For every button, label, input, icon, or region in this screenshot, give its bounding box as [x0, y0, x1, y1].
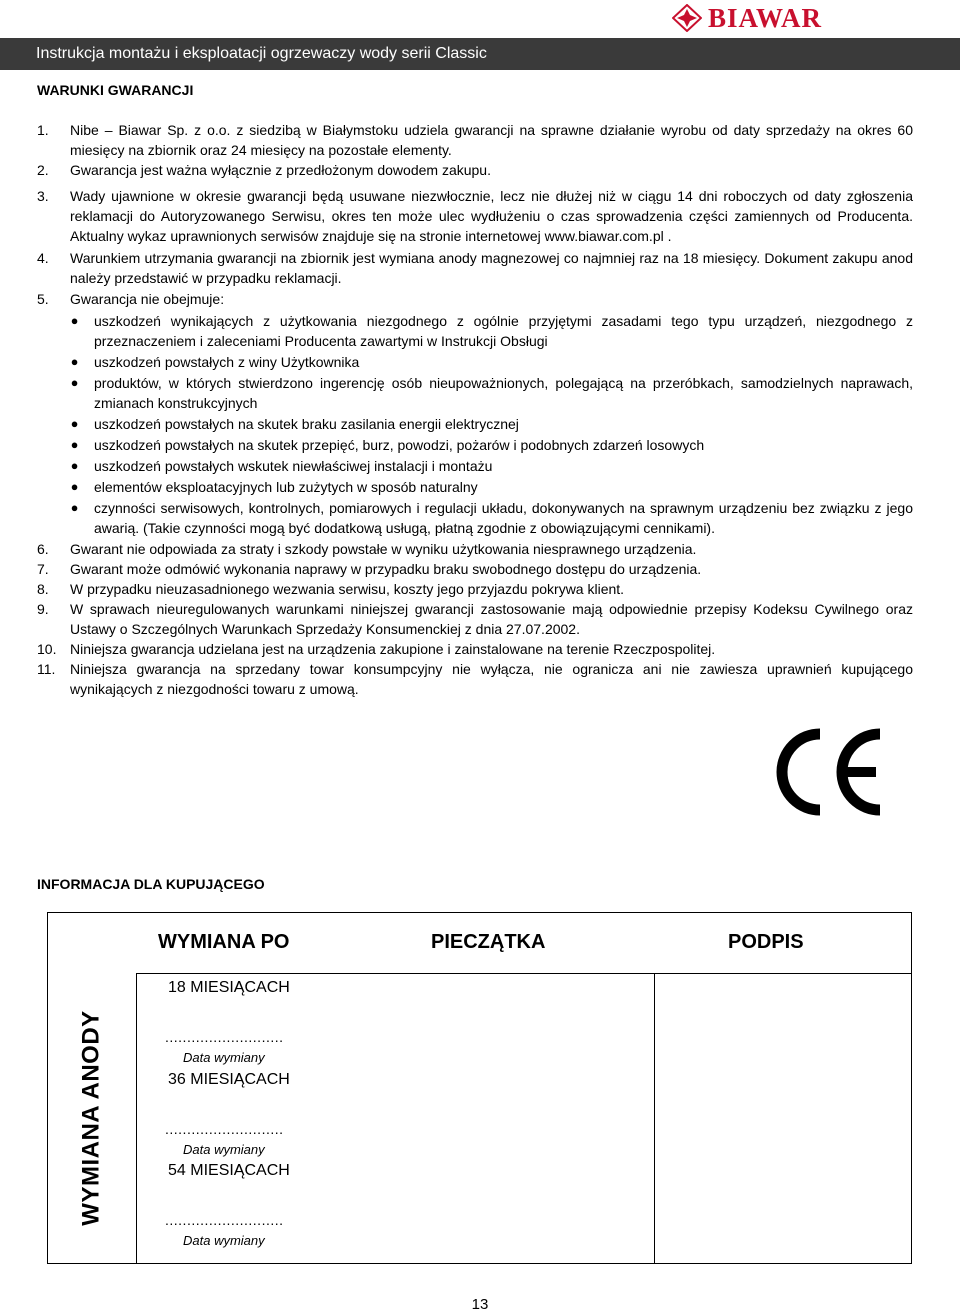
date-label-18: Data wymiany: [183, 1050, 265, 1065]
date-field-36[interactable]: ...........................: [165, 1121, 284, 1137]
brand-name: BIAWAR: [708, 3, 823, 33]
bullet-item: [37, 373, 913, 413]
list-item: [37, 186, 913, 246]
item-number: 3.: [37, 188, 49, 204]
bullet-text: uszkodzeń powstałych wskutek niewłaściwej instalacji i montażu: [94, 458, 493, 474]
list-item: [37, 539, 913, 559]
list-item: [37, 599, 913, 639]
diamond-star-logo-icon: [672, 4, 702, 32]
exclusions-list: [37, 311, 913, 538]
date-label-54: Data wymiany: [183, 1233, 265, 1248]
biawar-logo: [672, 3, 822, 33]
list-item: [37, 160, 913, 180]
column-header-stamp: PIECZĄTKA: [431, 931, 546, 953]
list-item: [37, 659, 913, 699]
item-text: W przypadku nieuzasadnionego wezwania serwisu, koszty jego przyjazdu pokrywa klient.: [70, 581, 625, 597]
item-number: 10.: [37, 641, 57, 657]
warranty-terms-list: [37, 120, 913, 699]
bullet-item: [37, 311, 913, 351]
bullet-text: uszkodzeń wynikających z użytkowania niezgodnego z ogólnie przyjętymi zasadami tego typu urządzeń, niezgodnego z przeznaczeniem i zaleceniami Producenta zawartymi w Instrukcji Obsługi: [94, 313, 913, 349]
side-label: WYMIANA ANODY: [78, 1010, 105, 1226]
buyer-info-title: INFORMACJA DLA KUPUJĄCEGO: [37, 876, 265, 892]
item-number: 8.: [37, 581, 49, 597]
bullet-text: czynności serwisowych, kontrolnych, pomiarowych i regulacji układu, dokonywanych na sprawnym urządzeniu bez związku z jego awarią. (Takie czynności mogą być dodatkową usługą, płatną zgodnie z obowiązującymi cennikami).: [94, 500, 913, 536]
bullet-text: elementów eksploatacyjnych lub zużytych w sposób naturalny: [94, 479, 478, 495]
date-field-18[interactable]: ...........................: [165, 1029, 284, 1045]
bullet-item: [37, 498, 913, 538]
item-text: W sprawach nieuregulowanych warunkami niniejszej gwarancji zastosowanie mają odpowiednie przepisy Kodeksu Cywilnego oraz Ustawy o Szczególnych Warunkach Sprzedaży Konsumenckiej z dnia 27.07.2002.: [70, 601, 913, 637]
period-18: 18 MIESIĄCACH: [168, 979, 290, 996]
item-text: Niniejsza gwarancja udzielana jest na urządzenia zakupione i zainstalowane na terenie Rzeczpospolitej.: [70, 641, 716, 657]
ce-mark-icon: [770, 722, 888, 822]
bullet-item: [37, 352, 913, 372]
date-field-54[interactable]: ...........................: [165, 1212, 284, 1228]
date-label-36: Data wymiany: [183, 1142, 265, 1157]
list-item: [37, 289, 913, 309]
bullet-icon: ●: [70, 416, 79, 431]
period-54: 54 MIESIĄCACH: [168, 1162, 290, 1179]
item-text: Gwarancja jest ważna wyłącznie z przedłożonym dowodem zakupu.: [70, 162, 491, 178]
bullet-text: uszkodzeń powstałych z winy Użytkownika: [94, 354, 360, 370]
list-item: [37, 579, 913, 599]
header-bar: [0, 38, 960, 70]
page-number: 13: [471, 1296, 489, 1313]
bullet-icon: ●: [70, 479, 79, 494]
period-36: 36 MIESIĄCACH: [168, 1071, 290, 1088]
signature-cell: [654, 973, 911, 1263]
bullet-text: uszkodzeń powstałych na skutek przepięć, burz, powodzi, pożarów i podobnych zdarzeń losowych: [94, 437, 705, 453]
bullet-text: uszkodzeń powstałych na skutek braku zasilania energii elektrycznej: [94, 416, 519, 432]
bullet-icon: ●: [70, 500, 79, 515]
bullet-item: [37, 477, 913, 497]
side-label-wrap: [48, 973, 136, 1263]
item-text: Gwarant nie odpowiada za straty i szkody powstałe w wyniku użytkowania niesprawnego urządzenia.: [70, 541, 697, 557]
item-number: 9.: [37, 601, 49, 617]
item-number: 11.: [37, 661, 56, 677]
bullet-icon: ●: [70, 375, 79, 390]
bullet-item: [37, 456, 913, 476]
bullet-icon: ●: [70, 354, 79, 369]
item-number: 6.: [37, 541, 49, 557]
item-number: 4.: [37, 250, 49, 266]
item-text: Gwarant może odmówić wykonania naprawy w przypadku braku swobodnego dostępu do urządzenia.: [70, 561, 702, 577]
bullet-icon: ●: [70, 313, 79, 328]
list-item: [37, 248, 913, 288]
bullet-item: [37, 414, 913, 434]
column-header-signature: PODPIS: [728, 931, 804, 953]
item-number: 5.: [37, 291, 49, 307]
item-number: 1.: [37, 122, 49, 138]
list-item: [37, 120, 913, 160]
item-number: 2.: [37, 162, 49, 178]
item-number: 7.: [37, 561, 49, 577]
bullet-icon: ●: [70, 458, 79, 473]
item-text: Warunkiem utrzymania gwarancji na zbiornik jest wymiana anody magnezowej co najmniej raz na 18 miesięcy. Dokument zakupu anod należy przedstawić w przypadku reklamacji.: [70, 250, 913, 286]
list-item: [37, 639, 913, 659]
item-text: Wady ujawnione w okresie gwarancji będą usuwane niezwłocznie, lecz nie dłużej niż w ciągu 14 dni roboczych od daty zgłoszenia reklamacji do Autoryzowanego Serwisu, okres ten może ulec wydłużeniu o czas sprowadzenia części zamiennych od Producenta. Aktualny wykaz uprawnionych serwisów znajduje się na stronie internetowej www.biawar.com.pl .: [70, 188, 913, 244]
bullet-item: [37, 435, 913, 455]
item-text: Nibe – Biawar Sp. z o.o. z siedzibą w Białymstoku udziela gwarancji na sprawne działanie wyrobu od daty sprzedaży na okres 60 miesięcy na zbiornik oraz 24 miesięcy na pozostałe elementy.: [70, 122, 913, 158]
bullet-icon: ●: [70, 437, 79, 452]
item-text: Gwarancja nie obejmuje:: [70, 291, 225, 307]
item-text: Niniejsza gwarancja na sprzedany towar konsumpcyjny nie wyłącza, nie ogranicza ani nie zawiesza uprawnień kupującego wynikających z niezgodności towaru z umową.: [70, 661, 913, 697]
column-header-period: WYMIANA PO: [158, 931, 290, 953]
anode-replacement-table: [47, 912, 912, 1264]
document-title: Instrukcja montażu i eksploatacji ogrzewaczy wody serii Classic: [36, 45, 487, 62]
section-title: WARUNKI GWARANCJI: [37, 82, 194, 98]
bullet-text: produktów, w których stwierdzono ingerencję osób nieupoważnionych, polegającą na przeróbkach, samodzielnych naprawach, zmianach konstrukcyjnych: [94, 375, 913, 411]
list-item: [37, 559, 913, 579]
